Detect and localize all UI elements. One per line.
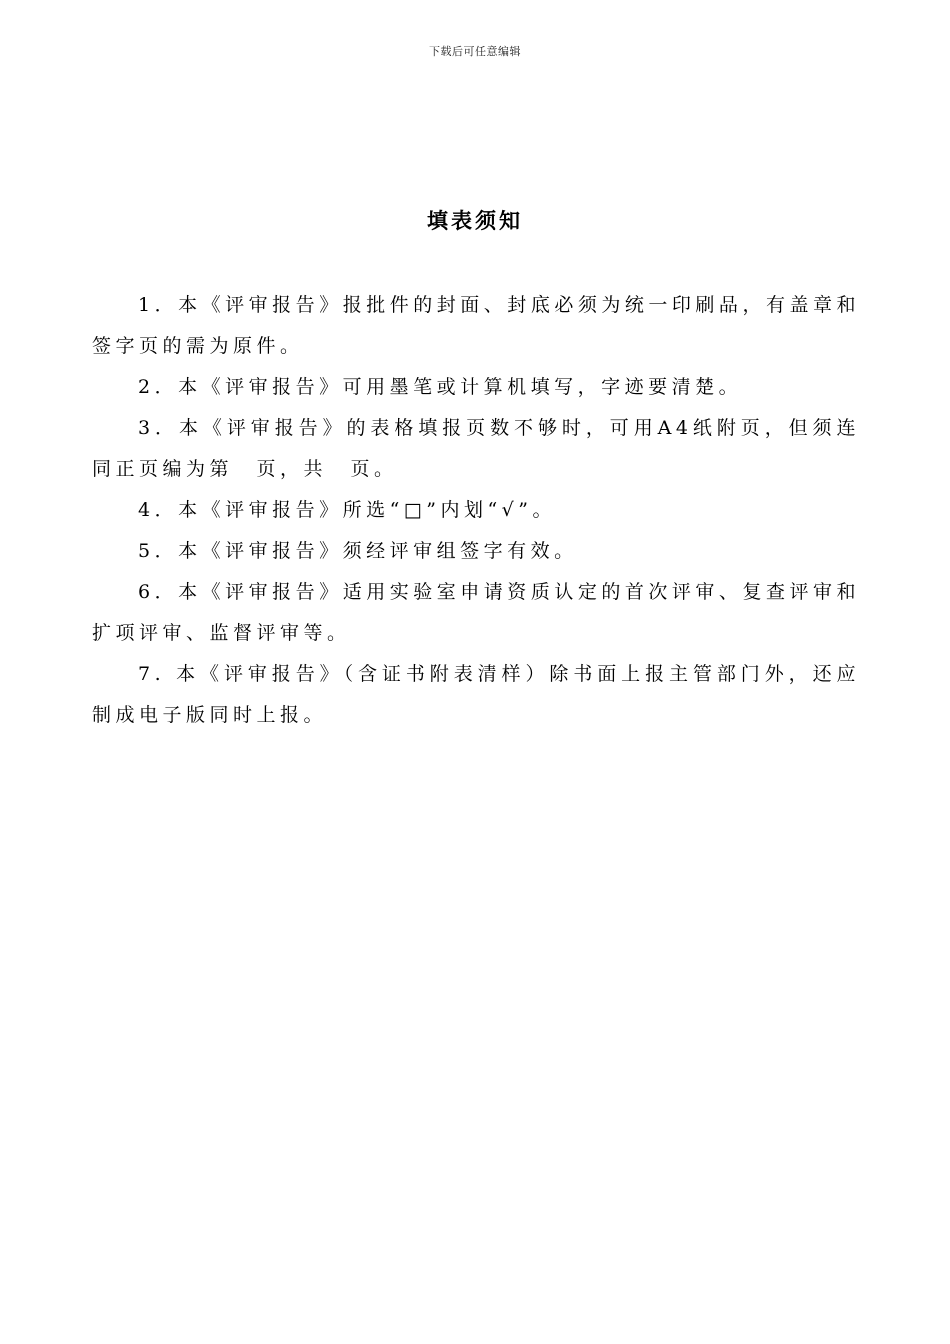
instruction-item: 3．本《评审报告》的表格填报页数不够时，可用A4纸附页，但须连同正页编为第 页，共 页。: [92, 417, 860, 480]
page-header: 下载后可任意编辑: [429, 45, 521, 58]
instruction-item: 5．本《评审报告》须经评审组签字有效。: [138, 540, 578, 562]
instruction-list: [92, 285, 860, 736]
instruction-item: 4．本《评审报告》所选“□”内划“√”。: [138, 499, 557, 521]
instruction-item: 1．本《评审报告》报批件的封面、封底必须为统一印刷品，有盖章和签字页的需为原件。: [92, 294, 860, 357]
page-title: 填表须知: [427, 208, 523, 233]
instruction-item: 7. 本《评审报告》（含证书附表清样）除书面上报主管部门外，还应制成电子版同时上报。: [92, 663, 860, 726]
instruction-item: 2．本《评审报告》可用墨笔或计算机填写，字迹要清楚。: [138, 376, 743, 398]
instruction-item: 6．本《评审报告》适用实验室申请资质认定的首次评审、复查评审和扩项评审、监督评审等。: [92, 581, 860, 644]
